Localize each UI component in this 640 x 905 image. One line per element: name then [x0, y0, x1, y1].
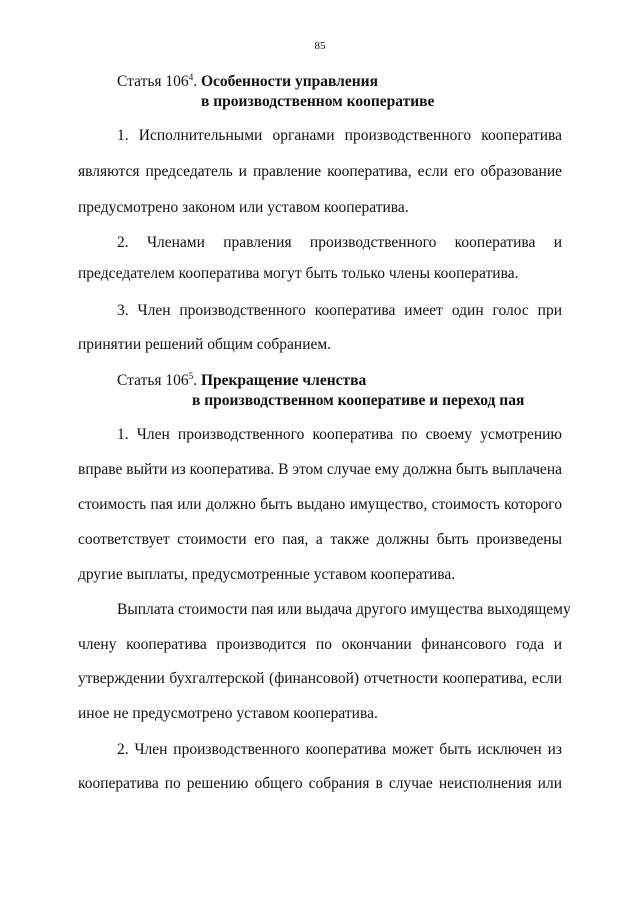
paragraph-line: предусмотрено законом или уставом кооператива.: [78, 199, 409, 216]
paragraph-line: члену кооператива производится по окончании финансового года и: [78, 636, 562, 653]
article-title-line1: Прекращение членства: [200, 372, 367, 389]
paragraph-line: стоимость пая или должно быть выдано имущество, стоимость которого: [78, 496, 562, 513]
paragraph-line: утверждении бухгалтерской (финансовой) отчетности кооператива, если: [78, 670, 562, 687]
article-title-line2: в производственном кооперативе и переход пая: [192, 392, 525, 409]
article-106-5-heading: Статья $106^5$. Прекращение членства в производственном кооперативе и переход пая: [117, 371, 525, 409]
paragraph-line: 1. Член производственного кооператива по своему усмотрению: [117, 426, 562, 443]
paragraph-line: председателем кооператива могут быть только члены кооператива.: [78, 265, 519, 282]
article-prefix: Статья 106: [117, 372, 189, 389]
article-superscript: 4: [188, 72, 194, 82]
paragraph-line: 1. Исполнительными органами производственного кооператива: [117, 127, 562, 144]
paragraph-line: являются председатель и правление кооператива, если его образование: [78, 163, 562, 180]
article-106-4-heading: Статья $106^4$. Особенности управления в производственном кооперативе: [117, 72, 435, 110]
article-title-line1: Особенности управления: [200, 73, 378, 90]
paragraph-line: Выплата стоимости пая или выдача другого имущества выходящему: [117, 601, 571, 618]
paragraph-line: кооператива по решению общего собрания в случае неисполнения или: [78, 775, 562, 792]
paragraph-line: другие выплаты, предусмотренные уставом кооператива.: [78, 566, 456, 583]
paragraph-line: вправе выйти из кооператива. В этом случае ему должна быть выплачена: [78, 461, 562, 478]
article-prefix: Статья 106: [117, 73, 189, 90]
paragraph-line: 2. Член производственного кооператива может быть исключен из: [117, 741, 562, 758]
article-superscript: 5: [188, 371, 194, 381]
paragraph-line: иное не предусмотрено уставом кооператива.: [78, 705, 378, 722]
paragraph-line: 3. Член производственного кооператива имеет один голос при: [117, 302, 562, 319]
paragraph-line: 2. Членами правления производственного кооператива и: [117, 234, 562, 251]
page-number: 85: [314, 40, 326, 52]
paragraph-line: соответствует стоимости его пая, а также должны быть произведены: [78, 531, 562, 548]
paragraph-line: принятии решений общим собранием.: [78, 336, 332, 353]
article-title-line2: в производственном кооперативе: [201, 93, 435, 110]
